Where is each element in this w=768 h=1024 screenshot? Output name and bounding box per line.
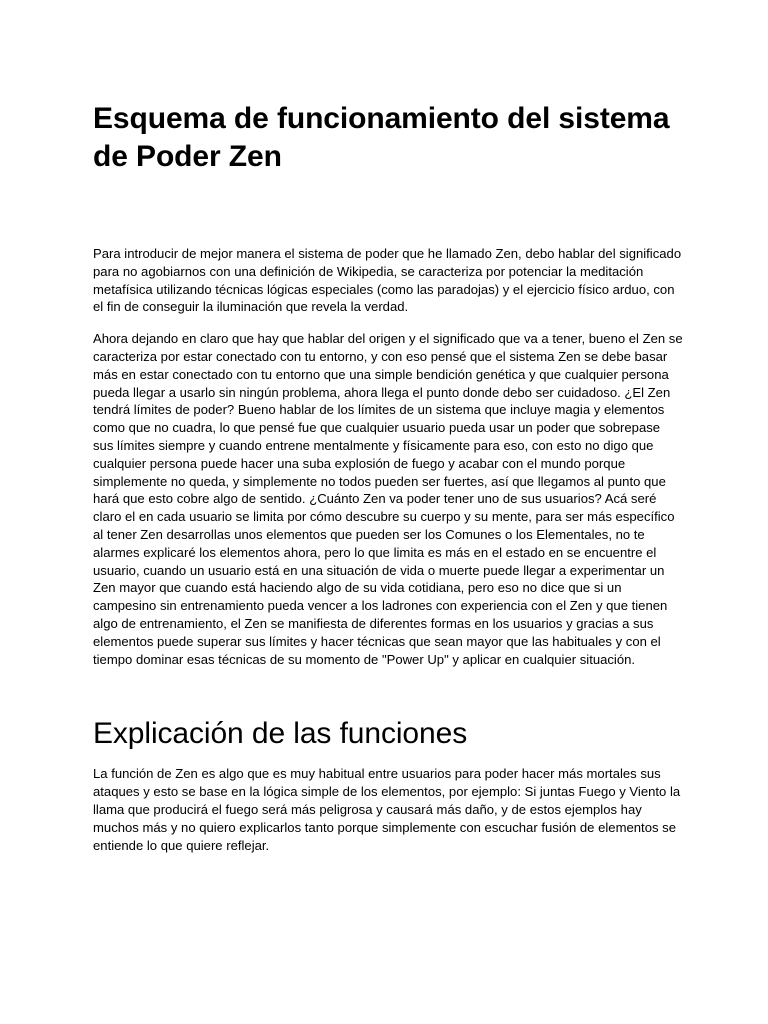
document-page	[93, 100, 683, 854]
wikipedia-link[interactable]: Wikipedia	[336, 263, 394, 279]
section-heading: Explicación de las funciones	[93, 717, 468, 751]
body-paragraph-2: Ahora dejando en claro que hay que hablar del origen y el significado que va a tener, bueno el Zen se caracteriza por estar conectado con tu entorno, y con eso pensé que el sistema Zen se debe basar más en estar conectado con tu entorno que una simple bendición genética y que cualquier persona pueda llegar a usarlo sin ningún problema, ahora llega el punto donde debo ser cuidadoso. ¿El Zen tendrá límites de poder? Bueno hablar de los límites de un sistema que incluye magia y elementos como que no cuadra, lo que pensé fue que cualquier usuario pueda usar un poder que sobrepase sus límites siempre y cuando entrene mentalmente y físicamente para eso, con esto no digo que cualquier persona puede hacer una suba explosión de fuego y acabar con el mundo porque simplemente no queda, y simplemente no todos pueden ser fuertes, así que llegamos al punto que hará que esto cobre algo de sentido. ¿Cuánto Zen va poder tener uno de sus usuarios? Acá seré claro el en cada usuario se limita por cómo descubre su cuerpo y su mente, para ser más específico al tener Zen desarrollas unos elementos que pueden ser los Comunes o los Elementales, no te alarmes explicaré los elementos ahora, pero lo que limita es más en el estado en se encuentre el usuario, cuando un usuario está en una situación de vida o muerte puede llegar a experimentar un Zen mayor que cuando está haciendo algo de su vida cotidiana, pero eso no dice que si un campesino sin entrenamiento pueda vencer a los ladrones con experiencia con el Zen y que tienen algo de entrenamiento, el Zen se manifiesta de diferentes formas en los usuarios y gracias a sus elementos puede superar sus límites y hacer técnicas que sean mayor que las habituales y con el tiempo dominar esas técnicas de su momento de "Power Up" y aplicar en cualquier situación.	[93, 331, 683, 667]
body-paragraph-3: La función de Zen es algo que es muy habitual entre usuarios para poder hacer más mortales sus ataques y esto se base en la lógica simple de los elementos, por ejemplo: Si juntas Fuego y Viento la llama que producirá el fuego será más peligrosa y causará más daño, y de estos ejemplos hay muchos más y no quiero explicarlos tanto porque simplemente con escuchar fusión de elementos se entiende lo que quiere reflejar.	[93, 766, 681, 853]
document-title: Esquema de funcionamiento del sistema de Poder Zen	[93, 102, 670, 173]
intro-paragraph	[93, 245, 683, 316]
intro-text-end: , se caracteriza por potenciar la meditación metafísica utilizando técnicas lógicas especiales (como las paradojas) y el ejercicio físico arduo, con el fin de conseguir la iluminación que revela la verdad.	[93, 263, 675, 315]
intro-text-start: Para introducir de mejor manera el sistema de poder que he llamado Zen, debo hablar del significado para no agobiarnos con una definición de	[93, 246, 682, 279]
